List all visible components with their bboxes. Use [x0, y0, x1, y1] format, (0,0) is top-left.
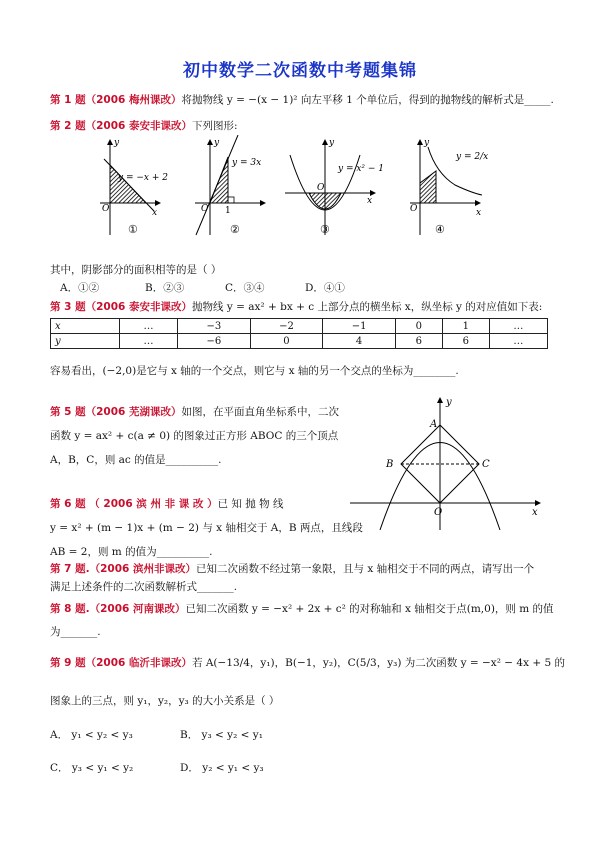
q5-figure: [350, 395, 550, 535]
question-3: [50, 299, 542, 314]
question-5-line2: 函数 y = ax² + c(a ≠ 0) 的图象过正方形 ABOC 的三个顶点: [50, 430, 339, 442]
question-2-text: 下列图形:: [192, 120, 238, 132]
svg-text:O: O: [410, 204, 418, 214]
q2-option-b: B．②③: [145, 282, 185, 294]
table-cell: −3: [178, 319, 251, 334]
svg-text:x: x: [367, 196, 373, 206]
table-cell: y: [51, 334, 120, 349]
graph-2-equation: y = 3x: [232, 158, 262, 168]
q5-label-c: C: [482, 459, 490, 470]
q5-label-b: B: [386, 459, 394, 470]
table-cell: 1: [442, 319, 489, 334]
question-8: [50, 601, 554, 616]
svg-text:y: y: [214, 138, 220, 148]
question-9-label: 第 9 题（2006 临沂非课改）: [50, 657, 192, 669]
question-9-line1: 若 A(−13/4，y₁)，B(−1，y₂)，C(5/3，y₃) 为二次函数 y = −x² − 4x + 5 的: [192, 657, 566, 669]
q5-label-a: A: [430, 419, 438, 430]
q5-label-o: O: [434, 507, 443, 518]
q2-graphs: [80, 135, 550, 240]
question-2-label: 第 2 题（2006 泰安非课改）: [50, 120, 192, 132]
question-6-label: 第 6 题 （ 2006 滨 州 非 课 改 ）: [50, 498, 218, 510]
graph-4-equation: y = 2/x: [456, 152, 489, 162]
question-5-line3: A，B，C，则 ac 的值是__________.: [50, 454, 222, 466]
q9-option-d: D． y₂ < y₁ < y₃: [180, 762, 264, 774]
table-cell: −1: [323, 319, 396, 334]
graph-1-equation: y = −x + 2: [118, 173, 168, 183]
svg-text:x: x: [152, 208, 158, 218]
question-6-line1: 已 知 抛 物 线: [217, 498, 284, 510]
svg-text:y: y: [424, 138, 430, 148]
graph-4-number: ④: [435, 223, 445, 236]
table-cell: 0: [395, 319, 442, 334]
table-cell: 4: [323, 334, 396, 349]
question-1-text: 将抛物线 y = −(x − 1)² 向左平移 1 个单位后，得到的抛物线的解析式是_____.: [181, 94, 554, 106]
svg-text:y: y: [329, 138, 335, 148]
question-8-label: 第 8 题.（2006 河南课改）: [50, 603, 186, 615]
graph-1-number: ①: [128, 223, 138, 236]
question-6-line2: y = x² + (m − 1)x + (m − 2) 与 x 轴相交于 A，B 两点，且线段: [50, 522, 363, 534]
q5-label-y: y: [446, 397, 452, 408]
table-cell: …: [489, 319, 547, 334]
svg-text:O: O: [102, 204, 110, 214]
question-3-text: 抛物线 y = ax² + bx + c 上部分点的横坐标 x，纵坐标 y 的对应值如下表:: [192, 301, 543, 313]
table-cell: …: [489, 334, 547, 349]
q2-option-a: A．①②: [60, 282, 100, 294]
q2-option-d: D．④①: [305, 282, 345, 294]
question-5-label: 第 5 题（2006 芜湖课改）: [50, 406, 182, 418]
table-cell: 6: [395, 334, 442, 349]
graph-4: [410, 138, 488, 236]
table-row: [51, 319, 548, 334]
table-cell: −2: [250, 319, 323, 334]
graph-1: [100, 138, 168, 236]
graph-3-equation: y = x² − 1: [338, 164, 385, 174]
question-7-line2: 满足上述条件的二次函数解析式_______.: [50, 581, 238, 593]
table-cell: …: [120, 319, 178, 334]
question-7-label: 第 7 题.（2006 滨州非课改）: [50, 563, 196, 575]
q2-option-c: C．③④: [225, 282, 265, 294]
graph-2-number: ②: [230, 223, 240, 236]
table-cell: …: [120, 334, 178, 349]
question-1-label: 第 1 题（2006 梅州课改）: [50, 94, 182, 106]
graph-2-tick: 1: [225, 206, 231, 216]
question-1: [50, 92, 554, 107]
table-row: [51, 334, 548, 349]
question-8-line2: 为_______.: [50, 626, 101, 638]
q9-option-c: C． y₃ < y₁ < y₂: [50, 762, 134, 774]
question-7-line1: 已知二次函数不经过第一象限，且与 x 轴相交于不同的两点，请写出一个: [196, 563, 535, 575]
q9-option-b: B． y₃ < y₂ < y₁: [180, 729, 263, 741]
question-8-line1: 已知二次函数 y = −x² + 2x + c² 的对称轴和 x 轴相交于点(m,0)，则 m 的值: [185, 603, 554, 615]
table-cell: 0: [250, 334, 323, 349]
question-5: [50, 404, 339, 419]
table-cell: x: [51, 319, 120, 334]
svg-text:y: y: [114, 138, 120, 148]
q9-option-a: A． y₁ < y₂ < y₃: [50, 729, 133, 741]
question-3-after: 容易看出，(−2,0)是它与 x 轴的一个交点，则它与 x 轴的另一个交点的坐标为________.: [50, 365, 459, 377]
graph-3: [285, 138, 384, 236]
page-title: 初中数学二次函数中考题集锦: [183, 61, 417, 81]
question-7: [50, 561, 534, 576]
question-6-line3: AB = 2，则 m 的值为__________.: [50, 546, 213, 558]
table-cell: −6: [178, 334, 251, 349]
question-5-line1: 如图，在平面直角坐标系中，二次: [181, 406, 339, 418]
svg-text:x: x: [476, 208, 482, 218]
question-2: [50, 118, 238, 133]
table-cell: 6: [442, 334, 489, 349]
q5-label-x: x: [532, 507, 538, 518]
svg-text:O: O: [201, 204, 209, 214]
svg-text:O: O: [317, 183, 325, 193]
question-9: [50, 655, 565, 670]
question-3-label: 第 3 题（2006 泰安非课改）: [50, 301, 192, 313]
question-6: [50, 496, 283, 511]
graph-3-number: ③: [320, 223, 330, 236]
question-9-line2: 图象上的三点，则 y₁，y₂，y₃ 的大小关系是（ ）: [50, 695, 280, 707]
q3-value-table: [50, 318, 548, 349]
question-2-prompt: 其中，阴影部分的面积相等的是（ ）: [50, 264, 222, 276]
graph-2: [195, 135, 265, 236]
